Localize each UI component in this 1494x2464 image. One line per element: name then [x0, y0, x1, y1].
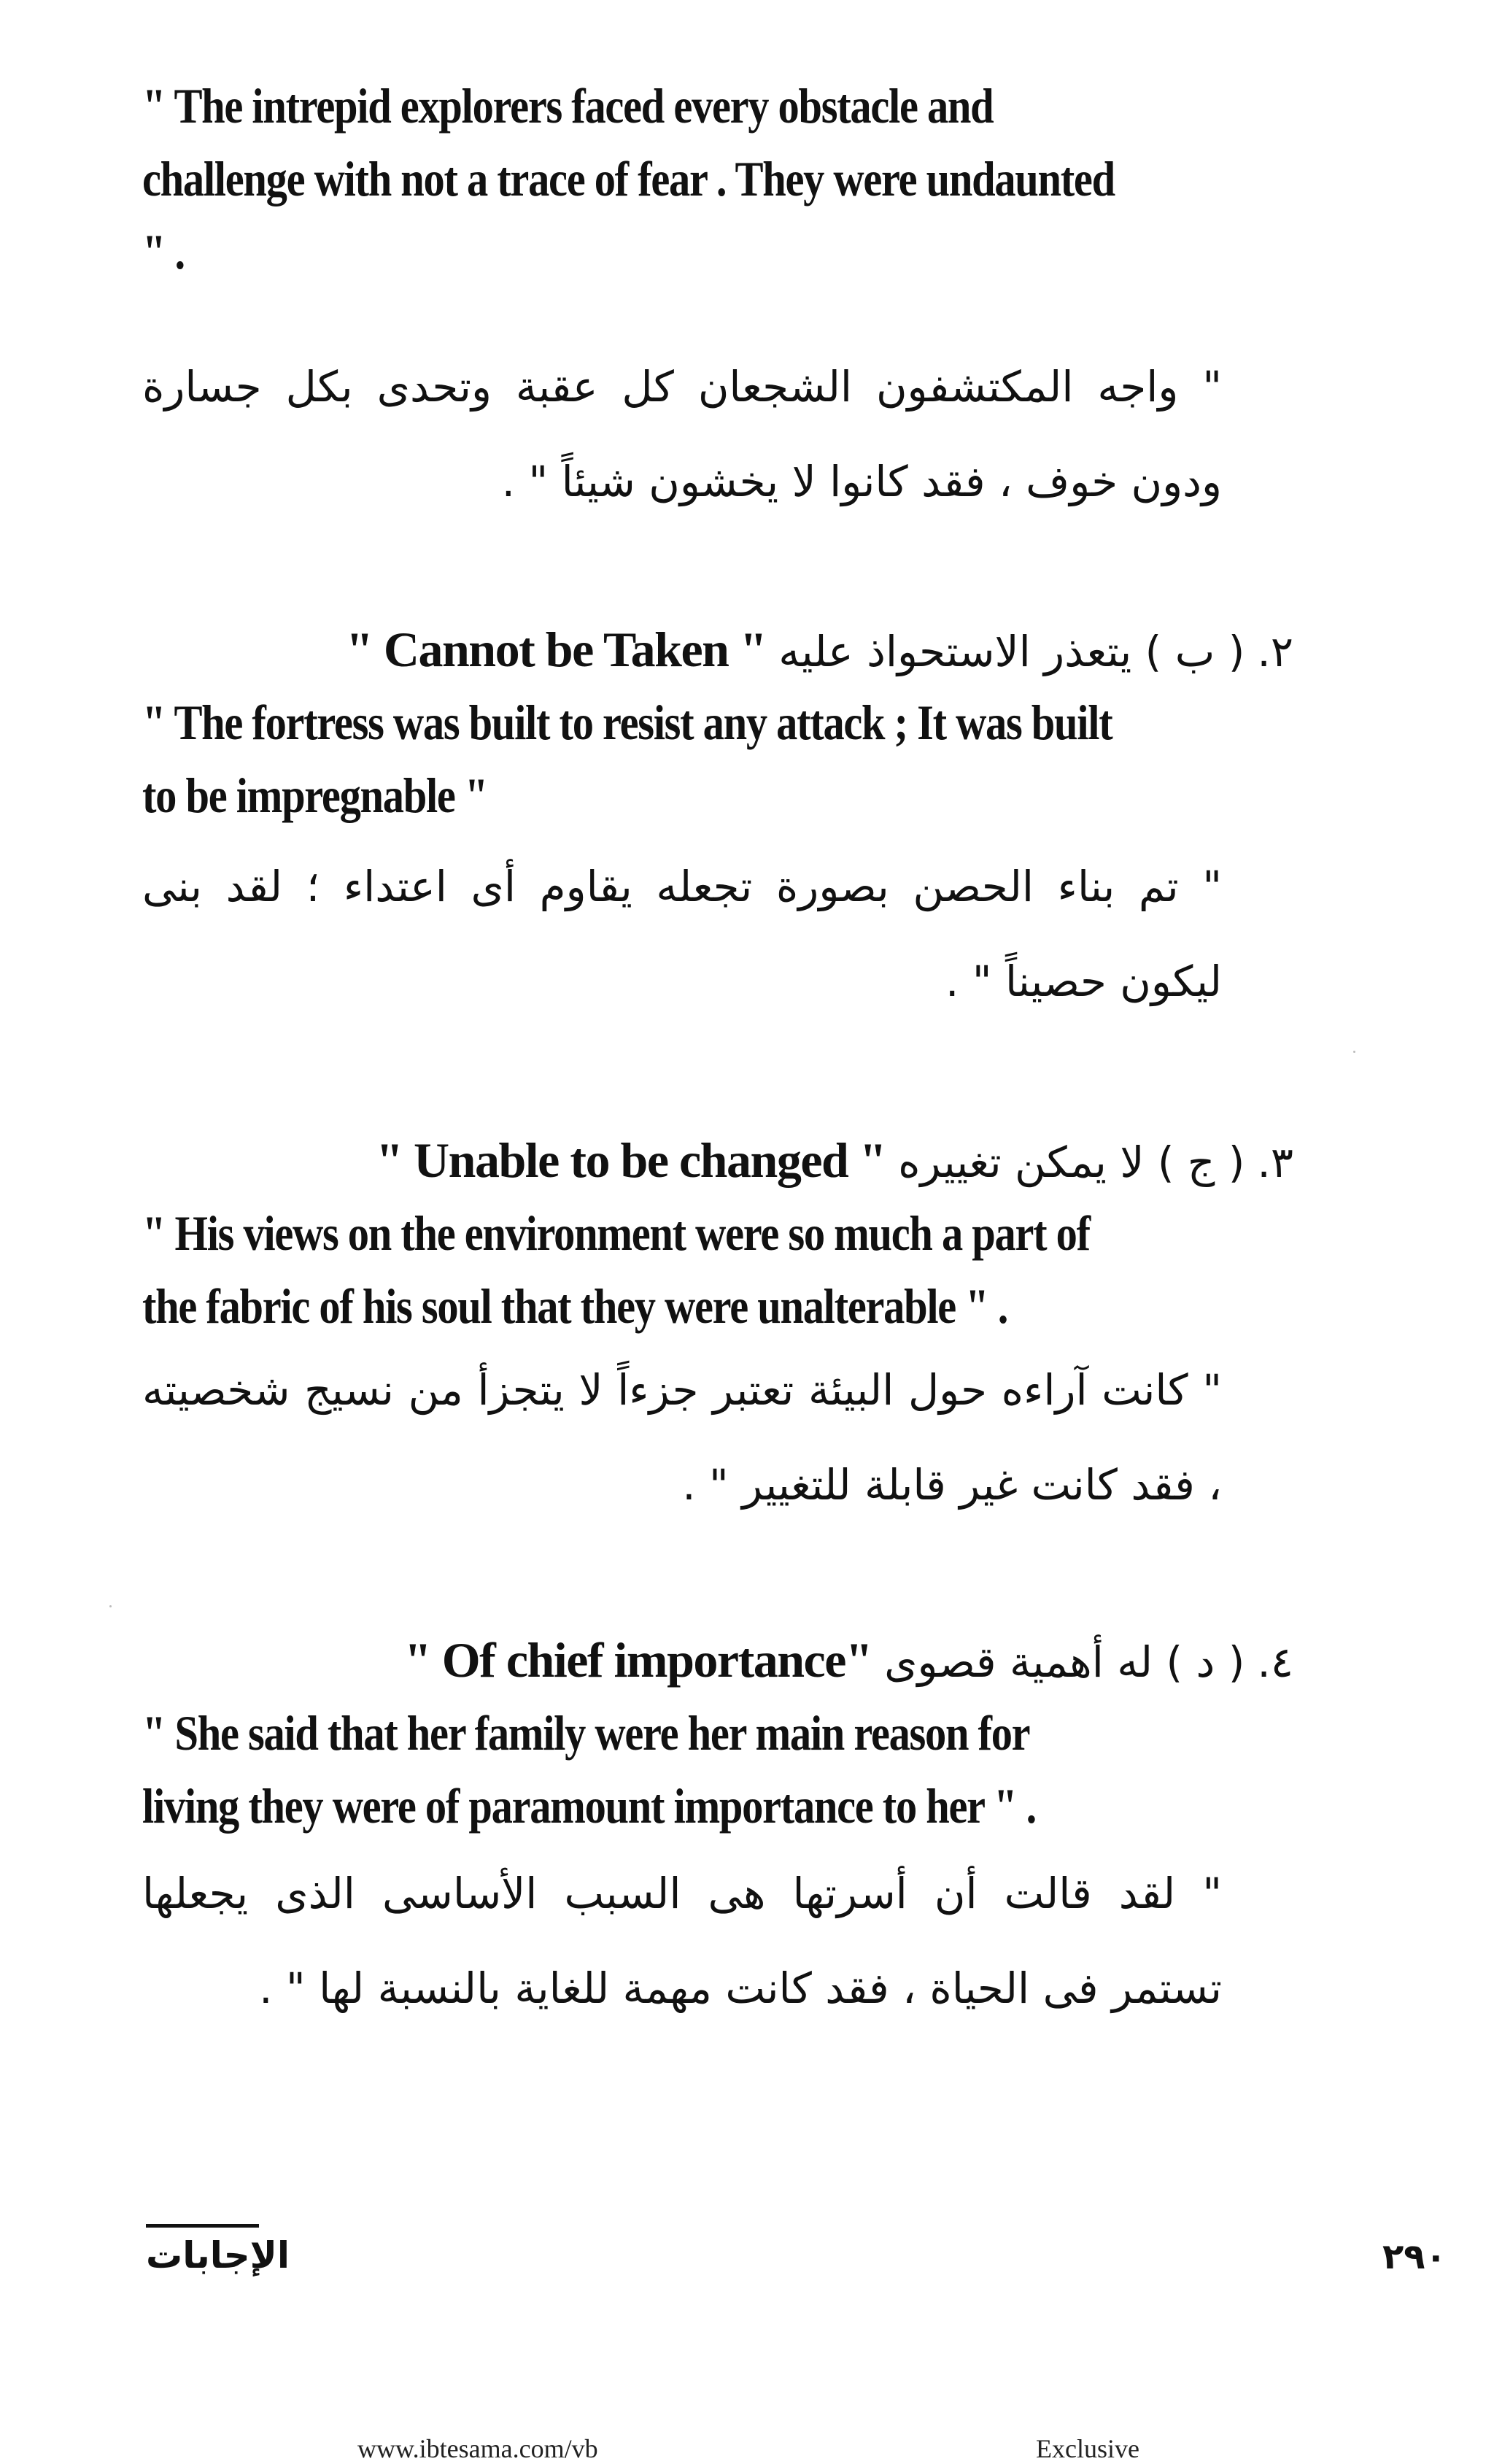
item-number: ٤.: [1257, 1637, 1293, 1687]
example-english-3: " His views on the environment were so much a part of the fabric of his soul that they were unalterable " .: [142, 1205, 1100, 1334]
answer-arabic: ( د ) له أهمية قصوى: [884, 1637, 1245, 1687]
example-english-2: " The fortress was built to resist any attack ; It was built to be impregnable ": [142, 695, 1122, 823]
item-number: ٣.: [1257, 1138, 1293, 1187]
translation-arabic-3: " كانت آراءه حول البيئة تعتبر جزءاً لا يتجزأ من نسيج شخصيته ، فقد كانت غير قابلة للتغيير " .: [142, 1365, 1222, 1510]
page-number: ٢٩٠: [1382, 2236, 1447, 2277]
term-english: " Cannot be Taken ": [346, 622, 767, 677]
item-heading-2: [346, 613, 1293, 688]
answer-arabic: ( ج ) لا يمكن تغييره: [898, 1138, 1245, 1187]
term-english: " Of chief importance": [404, 1632, 872, 1688]
translation-arabic-2: " تم بناء الحصن بصورة تجعله يقاوم أى اعتداء ؛ لقد بنى ليكون حصيناً " .: [142, 862, 1222, 1006]
item-heading-3: [376, 1124, 1293, 1199]
scan-speck: [1353, 1051, 1355, 1053]
example-english-4: " She said that her family were her main reason for living they were of paramount importance to her " .: [142, 1705, 1039, 1834]
section-rule: [146, 2224, 259, 2228]
term-english: " Unable to be changed ": [376, 1132, 886, 1188]
item-heading-4: [404, 1623, 1293, 1699]
answer-arabic: ( ب ) يتعذر الاستحواذ عليه: [778, 627, 1245, 676]
footer-url: www.ibtesama.com/vb: [357, 2434, 598, 2463]
translation-arabic-1: " واجه المكتشفون الشجعان كل عقبة وتحدى بكل جسارة ودون خوف ، فقد كانوا لا يخشون شيئاً " .: [142, 362, 1222, 506]
footer-tag: Exclusive: [1036, 2434, 1139, 2463]
translation-arabic-4: " لقد قالت أن أسرتها هى السبب الأساسى الذى يجعلها تستمر فى الحياة ، فقد كانت مهمة للغاية بالنسبة لها " .: [142, 1869, 1222, 2013]
scan-speck: [109, 1605, 112, 1607]
section-title: الإجابات: [146, 2234, 290, 2276]
example-english-1: " The intrepid explorers faced every obstacle and challenge with not a trace of fear . They were undaunted " .: [142, 78, 1125, 279]
item-number: ٢.: [1257, 627, 1293, 676]
